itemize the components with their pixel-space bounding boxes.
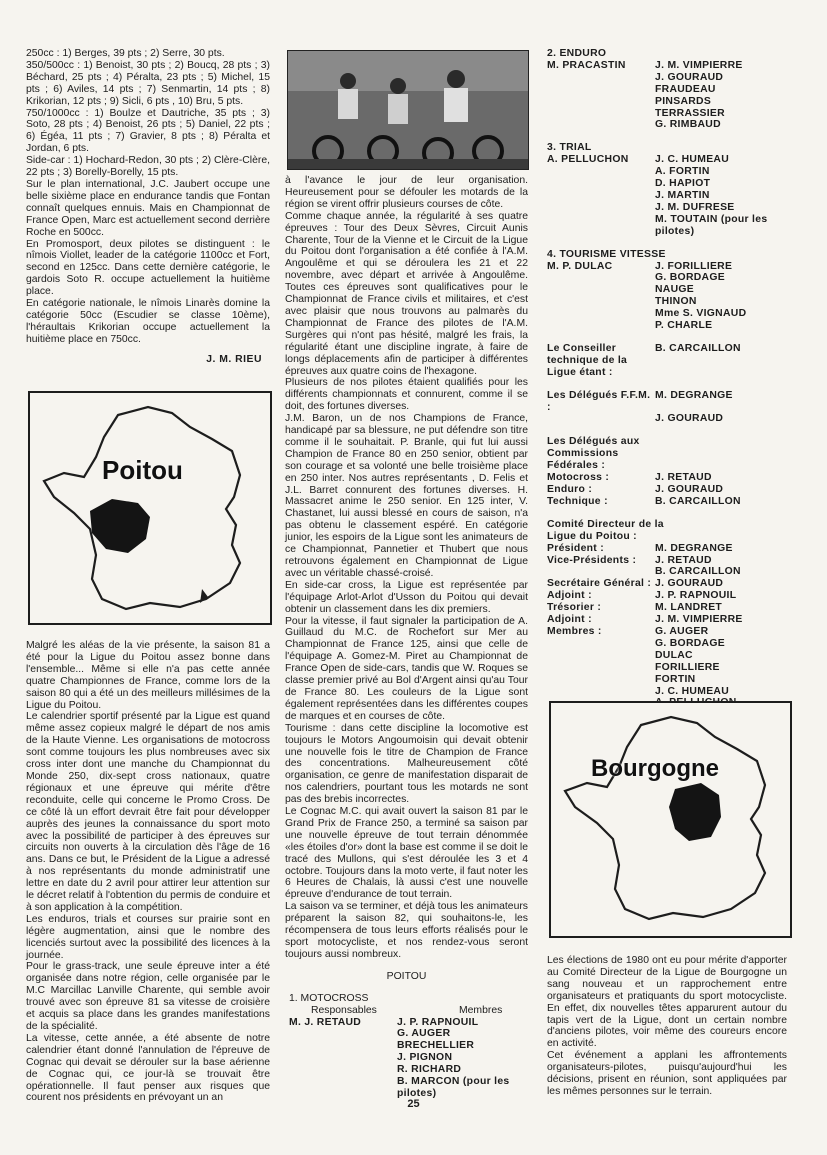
list-row — [547, 638, 795, 650]
row-value: M. DEGRANGE — [655, 542, 733, 554]
row-label: Les Délégués F.F.M. : — [547, 389, 651, 413]
row-label: Secrétaire Général : — [547, 578, 652, 590]
row-label — [547, 686, 655, 698]
row-value: TERRASSIER — [655, 107, 725, 119]
paragraph: La vitesse, cette année, a été absente de notre calendrier étant donné l'annulation de l'épreuve de Cognac qui devait se dérouler sur la base aérienne de Cognac qui, ce jour-là se trouvait être opérationnelle. Il faut penser aux risques que courent nos présidents en prévoyant un an — [26, 1032, 270, 1104]
row-value: PINSARDS — [655, 95, 712, 107]
col-membres: Membres — [459, 1004, 503, 1016]
list-row — [547, 590, 795, 602]
section-table — [547, 60, 795, 131]
row-label — [289, 1064, 397, 1076]
paragraph: 250cc : 1) Berges, 39 pts ; 2) Serre, 30 pts. — [26, 48, 225, 59]
list-section — [547, 519, 795, 721]
row-value: J. RETAUD — [655, 554, 712, 566]
article-body-middle — [285, 175, 528, 961]
row-label: Technique : — [547, 495, 608, 507]
row-label — [547, 84, 655, 96]
paragraph: Plusieurs de nos pilotes étaient qualifiés pour les différents championnats et connurent, comme il se doit, des fortunes diverses. — [285, 377, 528, 413]
list-row — [289, 1017, 528, 1029]
list-row — [547, 320, 795, 332]
paragraph: Comme chaque année, la régularité à ses quatre épreuves : Tour des Deux Sèvres, Circuit Aunis Charente, Tour de la Vienne et le Circuit de la Ligue du Poitou dont l'organisation a été confiée à l'A.M. Angoulême et qui se déroulera les 21 et 22 novembre, avec départ et arrivée à Angoulême. Toutes ces épreuves sont qualificatives pour le Championnat de France civils et militaires, et c'est avec plaisir que nous trouvons au palmarès du Championnat de France des pilotes de l'A.M. Surgères qui n'ont pas hésité, malgré les frais, la régularité étant une discipline ingrate, à faire de longs déplacements afin de participer à différentes épreuves aux quatre coins de l'hexagone. — [285, 210, 528, 377]
row-label — [547, 178, 655, 190]
list-row — [547, 343, 795, 379]
row-label — [547, 166, 655, 178]
bourgogne-article — [547, 955, 787, 1098]
row-value: J. FORILLIERE — [655, 260, 733, 272]
row-label — [547, 413, 655, 425]
row-value: G. BORDAGE — [655, 272, 725, 284]
row-value: FORILLIERE — [655, 661, 720, 673]
row-value: J. PIGNON — [397, 1052, 453, 1064]
row-value: J. GOURAUD — [655, 578, 724, 590]
list-row — [289, 1076, 528, 1100]
paragraph: En side-car cross, la Ligue est représentée par l'équipage Arlot-Arlot d'Usson du Poitou qui devait obtenir un classement dans les dix premiers. — [285, 579, 528, 615]
section-table — [547, 154, 795, 237]
committee-lists — [547, 48, 795, 721]
column-middle — [285, 175, 528, 1100]
map-label-bourgogne: Bourgogne — [591, 755, 719, 782]
list-section — [547, 48, 795, 131]
row-value: B. MARCON (pour les pilotes) — [397, 1076, 510, 1099]
paragraph: Sur le plan international, J.C. Jaubert occupe une belle sixième place en endurance tandis que Fontan connaît quelques ennuis. Mais en Championnat de France Open, Marc est actuellement second derrière Roche en 500cc. — [26, 178, 270, 238]
paragraph: Le Cognac M.C. qui avait ouvert la saison 81 par le Grand Prix de France 250, a terminé sa saison par une nouvelle épreuve de tout terrain dénommée «les étoiles d'or» dont la base est comme il se doit le tracé des Mullons, qui s'est déroulée les 3 et 4 octobre. Toujours dans la moto verte, il faut noter les 6 Heures de Chalais, là aussi c'est une nouvelle épreuve d'endurance de tout terrain. — [285, 806, 528, 901]
row-value: B. CARCAILLON — [655, 495, 741, 507]
section-table — [547, 472, 795, 508]
paragraph: 350/500cc : 1) Benoist, 30 pts ; 2) Boucq, 28 pts ; 3) Béchard, 25 pts ; 4) Péralta, 23 pts ; 5) Michel, 15 pts ; 6) Aviles, 14 pts ; 7) Senmartin, 14 pts ; 8) Krikorian, 12 pts ; 9) Sicli, 6 pts , 10) Bru, 5 pts. — [26, 59, 270, 107]
paragraph: Pour la vitesse, il faut signaler la participation de A. Guillaud du M.C. de Rochefort sur Mer au Championnat de France 125, ainsi que celle de l'équipage A. Gomez-M. Piret au Championnat de France Open de side-cars, tandis que W. Roques se classe premier privé au Bol d'Argent ainsi qu'au Tour de France 80. Les couleurs de la Ligue sont également représentées dans les différentes coupes de marques et en courses de côte. — [285, 615, 528, 722]
row-value: J. GOURAUD — [655, 484, 724, 495]
row-label — [547, 119, 655, 131]
list-row — [547, 261, 795, 273]
section-title: Comité Directeur de la Ligue du Poitou : — [547, 518, 664, 542]
paragraph: En Promosport, deux pilotes se distinguent : le nîmois Viollet, leader de la catégorie 1100cc et Fort, second en 125cc. Dans cette dernière catégorie, le gardois Soto R. occupe actuellement la huitième place. — [26, 238, 270, 298]
list-row — [547, 108, 795, 120]
row-value: B. CARCAILLON — [655, 566, 741, 578]
list-row — [547, 202, 795, 214]
column-left — [26, 48, 270, 366]
column-right — [547, 48, 795, 745]
list-row — [547, 413, 795, 425]
row-label — [547, 296, 655, 308]
list-section — [547, 142, 795, 237]
row-label: Le Conseiller technique de la Ligue étant : — [547, 342, 628, 378]
list-row — [547, 602, 795, 614]
row-label — [547, 272, 655, 284]
poitou-article-left — [26, 640, 270, 1104]
list-row — [547, 178, 795, 190]
row-label — [547, 72, 655, 84]
list-row — [289, 1064, 528, 1076]
row-value: G. AUGER — [397, 1028, 451, 1040]
list-row — [547, 154, 795, 166]
row-label: Enduro : — [547, 484, 593, 495]
paragraph: Pour le grass-track, une seule épreuve inter a été organisée dans notre région, celle organisée par le M.C Marcillac Lanville Charente, qui semble avoir trouvé avec son épreuve 81 sa vitesse de croisière et acquis sa place dans les grandes manifestations de la spécialité. — [26, 961, 270, 1032]
row-value: B. CARCAILLON — [655, 342, 741, 354]
list-section — [547, 436, 795, 507]
row-label — [547, 638, 655, 650]
row-label: Trésorier : — [547, 602, 602, 614]
row-label: M. P. DULAC — [547, 260, 613, 272]
section-title: 2. ENDURO — [547, 48, 607, 59]
paragraph: Le calendrier sportif présenté par la Ligue est quand même assez copieux malgré le départ de nos amis de la Haute Vienne. Les organisations de motocross sont comme toujours les plus nombreuses avec six cross inter dont une manche du Championnat du Monde 250, dix-sept cross nationaux, quatre régionaux et une épreuve qui mérite d'être reconduite, celle qui concerne le Promo Cross. De ce côté là un effort devrait être fait pour développer auprès des jeunes la connaissance du sport moto avec la possibilité de participer à des épreuves sur circuits non ouverts à la circulation dès l'âge de 16 ans. Dans ce but, le Président de la Ligue a adressé à nos représentants du monde administratif une lettre en date du 2 avril pour attirer leur attention sur le décret relatif à l'obtention du permis de conduire et à son application à la compétition. — [26, 711, 270, 913]
list-row — [547, 543, 795, 555]
paragraph: Malgré les aléas de la vie présente, la saison 81 a été pour la Ligue du Poitou assez bonne dans l'ensemble... Même si elle n'a pas cette année quatre Championnes de France, comme lors de la saison 80 qui a été un des meilleurs millésimes de la Ligue du Poitou. — [26, 640, 270, 711]
row-label — [289, 1052, 397, 1064]
row-label: A. PELLUCHON — [547, 154, 629, 166]
list-section — [547, 343, 795, 379]
list-row — [547, 566, 795, 578]
list-row — [547, 284, 795, 296]
paragraph: La saison va se terminer, et déjà tous les animateurs préparent la saison 82, qui souhaitons-le, les récompensera de tous leurs efforts réalisés pour le sport motocycliste, et nos rendez-vous seront toujours aussi nombreux. — [285, 901, 528, 960]
row-label — [547, 108, 655, 120]
row-label — [547, 190, 655, 202]
list-row — [547, 578, 795, 590]
list-row — [547, 72, 795, 84]
list-row — [547, 650, 795, 662]
row-label: Vice-Présidents : — [547, 554, 637, 566]
list-row — [289, 1040, 528, 1052]
list-row — [547, 626, 795, 638]
article-body-left — [26, 640, 270, 1104]
paragraph: Tourisme : dans cette discipline la locomotive est toujours le Motors Angoumoisin qui devait obtenir une nouvelle fois le titre de Champion de France des concentrations. Malheureusement côté organisation, ce genre de manifestation disparait de nos calendriers, pourtant tous les motards ne sont pas des brebis incorrectes. — [285, 722, 528, 806]
paragraph: Side-car : 1) Hochard-Redon, 30 pts ; 2) Clère-Clère, 22 pts ; 3) Borelly-Borelly, 15 pts. — [26, 155, 270, 179]
row-value: J. P. RAPNOUIL — [655, 590, 737, 602]
row-label: M. J. RETAUD — [289, 1016, 362, 1028]
row-value: G. AUGER — [655, 625, 709, 637]
list-row — [289, 1028, 528, 1040]
list-row — [547, 614, 795, 626]
section-table — [547, 343, 795, 379]
row-value: M. TOUTAIN (pour les pilotes) — [655, 213, 768, 237]
row-label — [547, 202, 655, 214]
motocross-photo — [287, 50, 529, 170]
photo-riders — [288, 51, 528, 169]
list-title-poitou: POITOU — [386, 970, 427, 982]
list-row — [547, 96, 795, 108]
row-label: M. PRACASTIN — [547, 59, 626, 71]
row-value: A. FORTIN — [655, 166, 710, 178]
row-label — [289, 1040, 397, 1052]
list-row — [547, 390, 795, 414]
row-label — [547, 320, 655, 332]
results-block — [26, 48, 270, 346]
paragraph: 750/1000cc : 1) Boulze et Dautriche, 35 pts ; 3) Soto, 28 pts ; 4) Benoist, 26 pts ; 5) Daniel, 22 pts ; 6) Égéa, 11 pts ; 7) Gravier, 8 pts ; 8) Péralta et Jordan, 6 pts. — [26, 107, 270, 155]
article-body-right — [547, 955, 787, 1098]
row-label — [547, 662, 655, 674]
row-label — [547, 308, 655, 320]
row-value: BRECHELLIER — [397, 1040, 475, 1052]
section-table — [547, 390, 795, 426]
row-value: NAUGE — [655, 284, 695, 296]
row-value: J. MARTIN — [655, 189, 710, 201]
list-section — [547, 390, 795, 426]
row-value: M. DEGRANGE — [655, 389, 733, 401]
section-title: 3. TRIAL — [547, 142, 592, 154]
row-label — [547, 674, 655, 686]
list-row — [547, 472, 795, 484]
row-value: DULAC — [655, 649, 693, 661]
row-value: G. RIMBAUD — [655, 119, 721, 131]
paragraph: J.M. Baron, un de nos Champions de France, handicapé par sa blessure, ne put défendre son titre comme il le souhaitait. P. Branle, qui fut lui aussi Champion de France 80 en 250 senior, obtient par son courage et sa volonté une belle troisième place en 250 inter. Nos autres représentants , D. Felis et J.L. Barret connurent des fortunes diverses. H. Massacret anime le 250 senior. En 125 inter, V. Chastanet, lui aussi blessé en cours de saison, n'a pas obtenu le classement espéré. En catégorie junior, les espoirs de la Ligue sont les animateurs de ce Championnat, Pannetier et Thubert que nous retrouvons également en Championnat de Ligue avec un véritable chassé-croisé. — [285, 413, 528, 579]
row-value: J. P. RAPNOUIL — [397, 1016, 479, 1028]
list-row — [547, 686, 795, 698]
motocross-table — [289, 1005, 528, 1017]
row-value: J. GOURAUD — [655, 413, 724, 425]
row-label — [547, 566, 655, 578]
row-value: J. M. DUFRESE — [655, 201, 735, 213]
paragraph: Cet événement a applani les affrontements organisateurs-pilotes, puisqu'aujourd'hui les décisions, prisent en réunion, sont appliquées par les mêmes personnes sur le terrain. — [547, 1050, 787, 1097]
row-value: M. LANDRET — [655, 602, 723, 614]
row-label: Adjoint : — [547, 614, 592, 626]
row-value: FORTIN — [655, 673, 696, 685]
row-label: Président : — [547, 542, 604, 554]
row-value: J. GOURAUD — [655, 71, 724, 83]
list-row — [547, 272, 795, 284]
row-label — [547, 214, 655, 238]
list-section — [547, 249, 795, 332]
section-table — [547, 543, 795, 722]
row-label — [547, 96, 655, 108]
list-row — [547, 662, 795, 674]
paragraph: Les enduros, trials et courses sur prairie sont en légère augmentation, ainsi que le nombre des licenciés surtout avec la possibilité des licences à la journée. — [26, 913, 270, 961]
row-value: J. RETAUD — [655, 472, 712, 484]
list-row — [547, 84, 795, 96]
row-value: FRAUDEAU — [655, 83, 716, 95]
list-row — [547, 308, 795, 320]
row-value: D. HAPIOT — [655, 178, 711, 190]
row-label — [547, 650, 655, 662]
list-row — [547, 296, 795, 308]
paragraph: Les élections de 1980 ont eu pour mérite d'apporter au Comité Directeur de la Ligue de Bourgogne un sang nouveau et un rapprochement entre organisateurs et pratiquants du sport motocycliste. En effet, dix nouvelles têtes apparurent autour du tapis vert de la Ligue, dont un certain nombre d'anciens pilotes, voir même des coureurs encore en activité. — [547, 955, 787, 1050]
france-map-poitou — [30, 393, 270, 623]
map-bourgogne — [549, 701, 792, 938]
list-row — [547, 60, 795, 72]
list-row — [547, 166, 795, 178]
section-title: Les Délégués aux Commissions Fédérales : — [547, 436, 640, 472]
motocross-rows — [289, 1017, 528, 1100]
list-row — [547, 484, 795, 496]
motocross-title: 1. MOTOCROSS — [289, 992, 369, 1004]
list-row — [547, 555, 795, 567]
row-label: Motocross : — [547, 472, 610, 484]
list-row — [289, 1052, 528, 1064]
france-map-bourgogne — [551, 703, 790, 936]
col-responsables: Responsables — [311, 1004, 377, 1016]
page-number: 25 — [407, 1098, 420, 1110]
signature-rieu: J. M. RIEU — [206, 353, 262, 365]
list-row — [547, 214, 795, 238]
map-label-poitou: Poitou — [102, 455, 183, 485]
paragraph: En catégorie nationale, le nîmois Linarès domine la catégorie 50cc (Escudier se classe 10ème), l'héraultais Krikorian occupe actuellement la huitième place en 750cc. — [26, 298, 270, 345]
row-value: THINON — [655, 296, 697, 308]
list-row — [547, 190, 795, 202]
row-label: Adjoint : — [547, 590, 592, 602]
list-row — [547, 496, 795, 508]
section-table — [547, 261, 795, 332]
row-value: P. CHARLE — [655, 320, 713, 332]
list-row — [547, 674, 795, 686]
row-value: J. C. HUMEAU — [655, 154, 730, 166]
row-value: G. BORDAGE — [655, 637, 725, 649]
row-value: J. M. VIMPIERRE — [655, 59, 743, 71]
row-label — [289, 1028, 397, 1040]
row-value: J. C. HUMEAU — [655, 685, 730, 697]
row-label — [547, 284, 655, 296]
section-title: 4. TOURISME VITESSE — [547, 248, 666, 260]
paragraph: à l'avance le jour de leur organisation. Heureusement pour se défouler les motards de la région se virent offrir plusieurs courses de côte. — [285, 175, 528, 210]
row-value: J. M. VIMPIERRE — [655, 614, 743, 626]
map-poitou — [28, 391, 272, 625]
row-value: Mme S. VIGNAUD — [655, 308, 747, 320]
row-value: R. RICHARD — [397, 1064, 462, 1076]
list-row — [547, 119, 795, 131]
row-label — [289, 1076, 397, 1100]
row-label: Membres : — [547, 625, 602, 637]
